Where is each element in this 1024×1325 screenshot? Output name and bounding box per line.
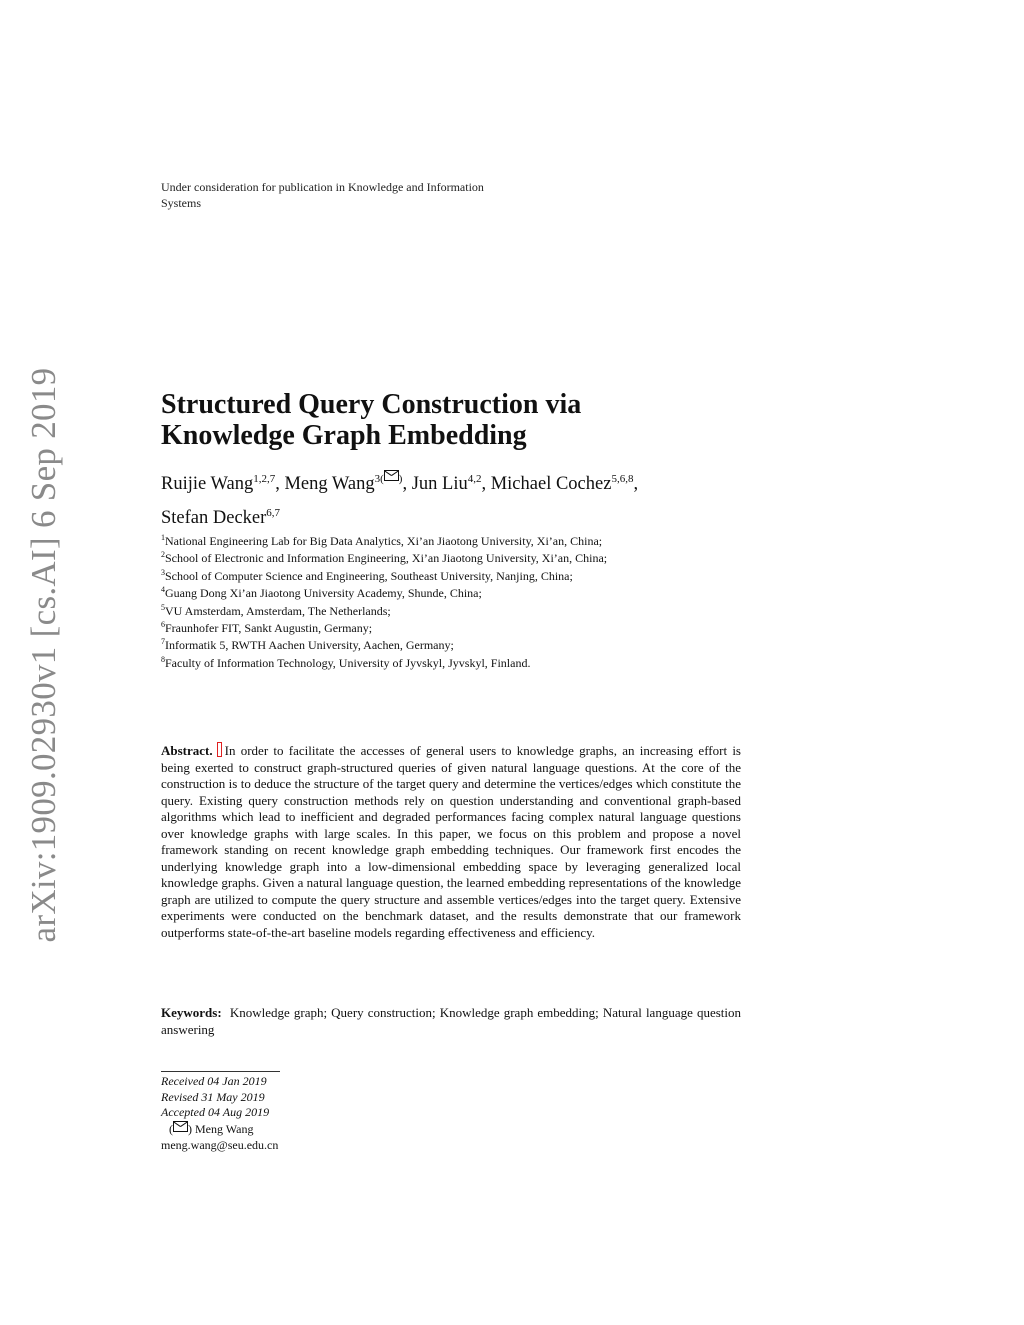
- submission-dates: [161, 1074, 461, 1154]
- affiliation-text: National Engineering Lab for Big Data Analytics, Xi’an Jiaotong University, Xi’an, China;: [165, 534, 603, 548]
- affiliation-item: [161, 637, 761, 654]
- affiliation-number: 3: [161, 567, 165, 577]
- affiliation-number: 5: [161, 602, 165, 612]
- affiliation-number: 4: [161, 585, 165, 595]
- affiliation-list: [161, 533, 761, 672]
- hyperlink-box[interactable]: [217, 742, 222, 757]
- affiliation-item: [161, 603, 761, 620]
- author-separator: ,: [481, 474, 491, 494]
- author-name: Jun Liu: [411, 474, 468, 494]
- affiliation-text: School of Computer Science and Engineering, Southeast University, Nanjing, China;: [165, 568, 573, 583]
- accepted-date: Accepted 04 Aug 2019: [161, 1105, 270, 1120]
- author-affiliation-marks: 5,6,8: [611, 473, 634, 485]
- received-date: Received 04 Jan 2019: [161, 1074, 267, 1088]
- author-name: Meng Wang: [284, 474, 375, 494]
- affiliation-number: 6: [161, 620, 165, 630]
- author-affiliation-marks-text: 3(: [374, 473, 384, 485]
- keywords-section: [161, 1005, 741, 1038]
- author-affiliation-marks: 1,2,7: [253, 473, 276, 485]
- corresponding-author: ( ) Meng Wang: [169, 1122, 254, 1137]
- envelope-icon: [384, 470, 399, 481]
- corresponding-author-name: Meng Wang: [195, 1122, 254, 1137]
- author-name: Ruijie Wang: [161, 474, 254, 494]
- author-list: [161, 467, 761, 535]
- publication-note: [161, 179, 591, 211]
- title-line: Structured Query Construction via: [161, 389, 582, 420]
- abstract-label: Abstract.: [161, 743, 213, 758]
- affiliation-number: 1: [161, 533, 165, 542]
- paper-title: [161, 389, 761, 451]
- affiliation-text: Fraunhofer FIT, Sankt Augustin, Germany;: [165, 621, 373, 636]
- publication-note-line: Systems: [161, 196, 202, 210]
- abstract-text: In order to facilitate the accesses of general users to knowledge graphs, an increasing effort is being exerted to construct graph-structured queries of given natural language questions. At the core of the construction is to deduce the structure of the target query and determine the vertices/edges which constitute the query. Existing query construction methods rely on question understanding and conventional graph-based algorithms which lead to inefficient and degraded performances facing complex natural language questions over knowledge graphs with large scales. In this paper, we focus on this problem and propose a novel framework standing on recent knowledge graph embedding techniques. Our framework first encodes the underlying knowledge graph into a low-dimensional embedding space by leveraging generalized local knowledge graphs. Given a natural language question, the learned embedding representations of the knowledge graph are utilized to compute the query structure and assemble vertices/edges into the target query. Extensive experiments were conducted on the benchmark dataset, and the results demonstrate that our framework outperforms state-of-the-art baseline models regarding effectiveness and efficiency.: [161, 743, 741, 940]
- author-separator: ,: [633, 474, 639, 494]
- affiliation-item: [161, 568, 761, 585]
- affiliation-text: School of Electronic and Information Engineering, Xi’an Jiaotong University, Xi’an, China;: [165, 551, 608, 566]
- author-email[interactable]: meng.wang@seu.edu.cn: [161, 1137, 279, 1152]
- footnote-rule: [161, 1071, 280, 1072]
- publication-note-line: Under consideration for publication in Knowledge and Information: [161, 180, 484, 194]
- author-name: Michael Cochez: [490, 474, 612, 494]
- affiliation-text: Faculty of Information Technology, University of Jyvskyl, Jyvskyl, Finland.: [165, 655, 531, 670]
- abstract-section: [161, 742, 741, 941]
- affiliation-item: [161, 533, 761, 550]
- affiliation-text: Informatik 5, RWTH Aachen University, Aachen, Germany;: [165, 638, 454, 653]
- affiliation-number: 2: [161, 550, 165, 560]
- author-affiliation-marks-close: ): [398, 473, 403, 485]
- keywords-label: Keywords:: [161, 1005, 222, 1020]
- affiliation-number: 7: [161, 637, 165, 647]
- envelope-icon: [173, 1121, 188, 1132]
- author-separator: ,: [402, 474, 412, 494]
- affiliation-item: [161, 655, 761, 672]
- author-separator: ,: [275, 474, 285, 494]
- author-affiliation-marks: [375, 473, 403, 485]
- revised-date: Revised 31 May 2019: [161, 1089, 265, 1104]
- author-affiliation-marks: 6,7: [266, 507, 281, 519]
- keywords-text: Knowledge graph; Query construction; Knowledge graph embedding; Natural language question answering: [161, 1005, 741, 1037]
- affiliation-text: Guang Dong Xi’an Jiaotong University Academy, Shunde, China;: [165, 586, 482, 601]
- author-affiliation-marks: 4,2: [467, 473, 482, 485]
- affiliation-item: [161, 585, 761, 602]
- affiliation-number: 8: [161, 654, 165, 664]
- author-name: Stefan Decker: [161, 508, 267, 528]
- affiliation-item: [161, 620, 761, 637]
- title-line: Knowledge Graph Embedding: [161, 420, 527, 451]
- arxiv-identifier[interactable]: arXiv:1909.02930v1 [cs.AI] 6 Sep 2019: [24, 367, 63, 943]
- affiliation-item: [161, 550, 761, 567]
- affiliation-text: VU Amsterdam, Amsterdam, The Netherlands;: [165, 603, 391, 618]
